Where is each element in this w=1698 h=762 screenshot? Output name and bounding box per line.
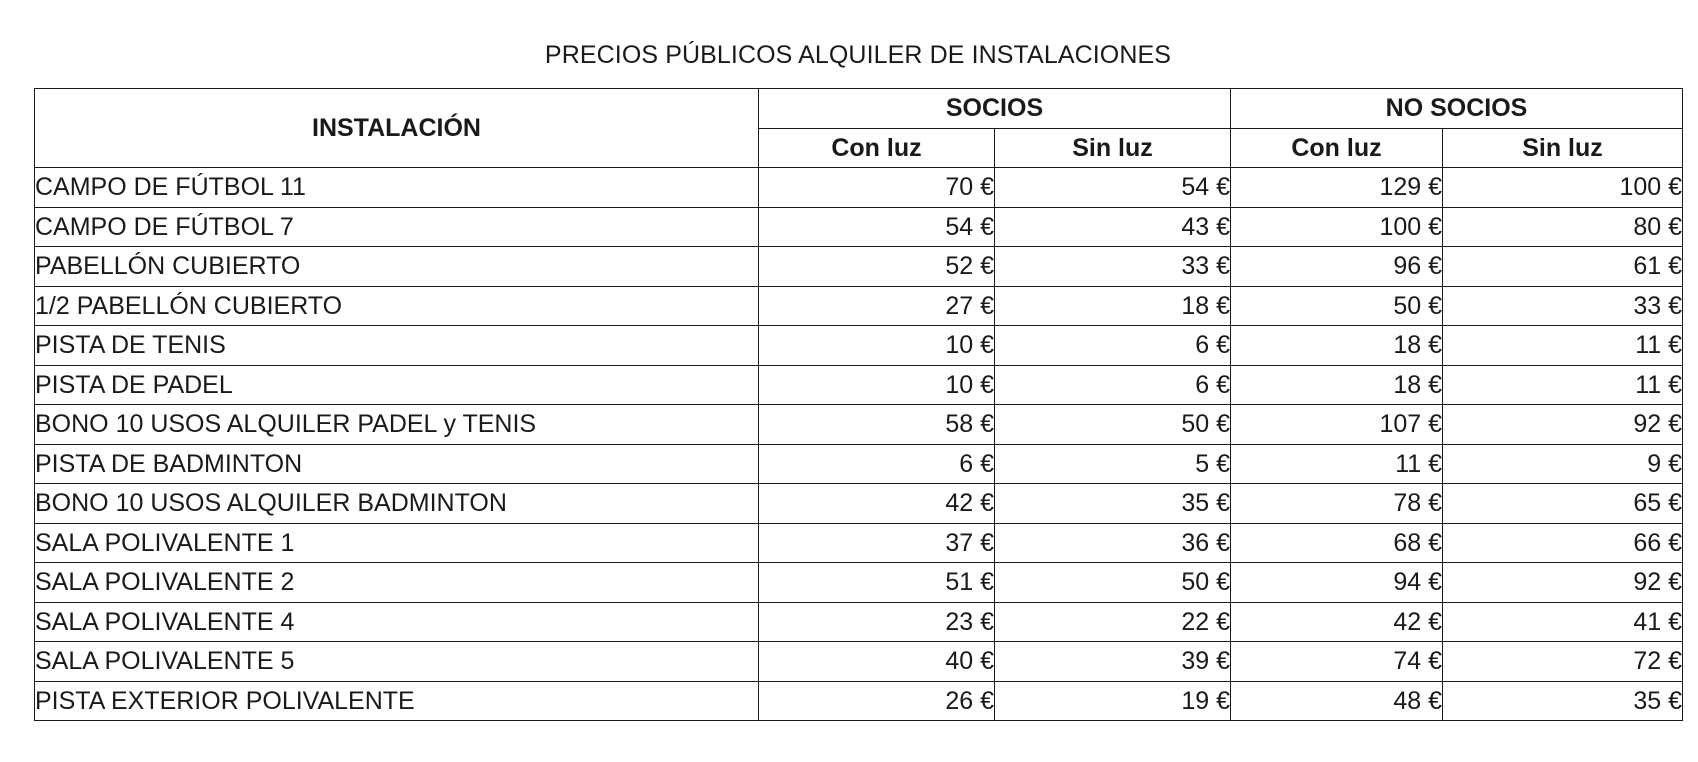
non-members-group-header: NO SOCIOS [1231,89,1683,129]
members-with-light-price: 42 € [759,484,995,524]
non-members-without-light-price: 11 € [1443,326,1683,366]
installation-name: PISTA EXTERIOR POLIVALENTE [35,681,759,721]
members-without-light-price: 54 € [995,168,1231,208]
non-members-without-light-price: 80 € [1443,207,1683,247]
members-without-light-price: 35 € [995,484,1231,524]
non-members-with-light-price: 129 € [1231,168,1443,208]
header-row-groups [35,89,1683,129]
members-without-light-price: 39 € [995,642,1231,682]
non-members-with-light-price: 100 € [1231,207,1443,247]
members-with-light-price: 26 € [759,681,995,721]
table-row [35,286,1683,326]
price-table-header [35,89,1683,168]
members-without-light-price: 43 € [995,207,1231,247]
non-members-with-light-price: 18 € [1231,326,1443,366]
installation-name: SALA POLIVALENTE 1 [35,523,759,563]
non-members-without-light-price: 11 € [1443,365,1683,405]
members-without-light-price: 50 € [995,405,1231,445]
members-without-light-price: 6 € [995,326,1231,366]
members-without-light-price: 6 € [995,365,1231,405]
members-group-header: SOCIOS [759,89,1231,129]
installation-name: SALA POLIVALENTE 2 [35,563,759,603]
installation-name: SALA POLIVALENTE 5 [35,642,759,682]
non-members-without-light-header: Sin luz [1443,128,1683,168]
price-table [34,88,1683,721]
non-members-without-light-price: 35 € [1443,681,1683,721]
installation-name: PABELLÓN CUBIERTO [35,247,759,287]
members-with-light-price: 51 € [759,563,995,603]
table-row [35,365,1683,405]
table-row [35,484,1683,524]
members-without-light-price: 36 € [995,523,1231,563]
table-row [35,563,1683,603]
installation-name: PISTA DE BADMINTON [35,444,759,484]
non-members-with-light-price: 42 € [1231,602,1443,642]
installation-name: PISTA DE TENIS [35,326,759,366]
non-members-with-light-price: 78 € [1231,484,1443,524]
members-with-light-price: 10 € [759,365,995,405]
members-with-light-price: 54 € [759,207,995,247]
non-members-without-light-price: 92 € [1443,563,1683,603]
installation-column-header: INSTALACIÓN [35,89,759,168]
members-without-light-price: 22 € [995,602,1231,642]
members-with-light-price: 37 € [759,523,995,563]
non-members-with-light-price: 18 € [1231,365,1443,405]
members-with-light-price: 52 € [759,247,995,287]
members-with-light-price: 70 € [759,168,995,208]
table-row [35,523,1683,563]
non-members-with-light-price: 96 € [1231,247,1443,287]
installation-name: CAMPO DE FÚTBOL 11 [35,168,759,208]
non-members-with-light-price: 94 € [1231,563,1443,603]
non-members-without-light-price: 33 € [1443,286,1683,326]
members-without-light-price: 33 € [995,247,1231,287]
non-members-with-light-price: 68 € [1231,523,1443,563]
table-row [35,602,1683,642]
table-row [35,207,1683,247]
installation-name: 1/2 PABELLÓN CUBIERTO [35,286,759,326]
installation-name: CAMPO DE FÚTBOL 7 [35,207,759,247]
installation-name: BONO 10 USOS ALQUILER PADEL y TENIS [35,405,759,445]
non-members-with-light-price: 11 € [1231,444,1443,484]
non-members-with-light-price: 107 € [1231,405,1443,445]
non-members-without-light-price: 72 € [1443,642,1683,682]
installation-name: BONO 10 USOS ALQUILER BADMINTON [35,484,759,524]
non-members-without-light-price: 41 € [1443,602,1683,642]
members-without-light-price: 5 € [995,444,1231,484]
non-members-without-light-price: 65 € [1443,484,1683,524]
non-members-with-light-header: Con luz [1231,128,1443,168]
non-members-with-light-price: 74 € [1231,642,1443,682]
non-members-without-light-price: 92 € [1443,405,1683,445]
members-without-light-price: 18 € [995,286,1231,326]
members-with-light-price: 58 € [759,405,995,445]
members-with-light-price: 10 € [759,326,995,366]
members-with-light-header: Con luz [759,128,995,168]
table-row [35,405,1683,445]
table-row [35,444,1683,484]
members-with-light-price: 23 € [759,602,995,642]
table-row [35,681,1683,721]
table-row [35,326,1683,366]
members-without-light-header: Sin luz [995,128,1231,168]
members-with-light-price: 40 € [759,642,995,682]
table-row [35,247,1683,287]
non-members-without-light-price: 61 € [1443,247,1683,287]
non-members-without-light-price: 9 € [1443,444,1683,484]
members-without-light-price: 19 € [995,681,1231,721]
table-row [35,168,1683,208]
non-members-without-light-price: 66 € [1443,523,1683,563]
table-row [35,642,1683,682]
non-members-with-light-price: 48 € [1231,681,1443,721]
page-title: PRECIOS PÚBLICOS ALQUILER DE INSTALACIONES [544,41,1172,69]
members-with-light-price: 6 € [759,444,995,484]
price-table-body [35,168,1683,721]
members-with-light-price: 27 € [759,286,995,326]
members-without-light-price: 50 € [995,563,1231,603]
non-members-with-light-price: 50 € [1231,286,1443,326]
non-members-without-light-price: 100 € [1443,168,1683,208]
installation-name: SALA POLIVALENTE 4 [35,602,759,642]
installation-name: PISTA DE PADEL [35,365,759,405]
